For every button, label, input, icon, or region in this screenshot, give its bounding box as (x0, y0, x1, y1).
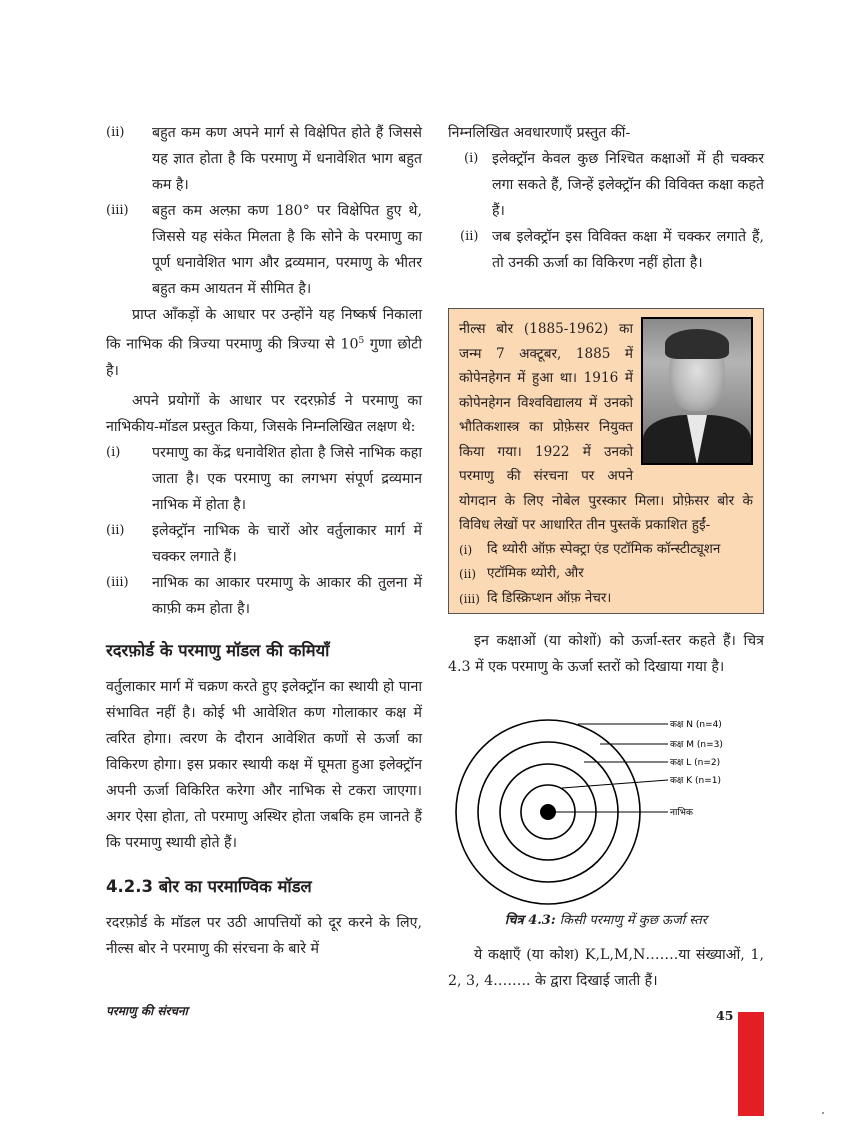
list-number: (ii) (460, 229, 479, 244)
leader-k (562, 780, 668, 788)
paragraph-intro: निम्नलिखित अवधारणाएँ प्रस्तुत कीं- (448, 125, 631, 141)
left-column (106, 120, 422, 962)
biography-box (448, 308, 764, 614)
niels-bohr-portrait (641, 317, 753, 465)
list-text: इलेक्ट्रॉन नाभिक के चारों ओर वर्तुलाकार मार्ग में चक्कर लगाते हैं। (152, 522, 422, 565)
list-item (448, 224, 764, 276)
paragraph-text: प्राप्त आँकड़ों के आधार पर उन्होंने यह निष्कर्ष निकाला कि नाभिक की त्रिज्या परमाणु की त्रिज्या से 10 (106, 307, 422, 353)
paragraph-model: अपने प्रयोगों के आधार पर रदरफ़ोर्ड ने परमाणु का नाभिकीय-मॉडल प्रस्तुत किया, जिसके निम्नलिखित लक्षण थे: (106, 392, 422, 435)
label-orbit-n: कक्ष N (n=4) (670, 720, 722, 730)
book-number: (iii) (459, 591, 480, 606)
label-orbit-l: कक्ष L (n=2) (670, 758, 721, 768)
superscript: 5 (358, 336, 365, 346)
list-item (448, 146, 764, 224)
caption-text: किसी परमाणु में कुछ ऊर्जा स्तर (555, 913, 708, 928)
paragraph-bohr-intro: रदरफ़ोर्ड के मॉडल पर उठी आपत्तियों को दूर करने के लिए, नील्स बोर ने परमाणु की संरचना के बारे में (106, 914, 422, 957)
book-item (459, 562, 753, 587)
book-title: दि थ्योरी ऑफ़ स्पेक्ट्रा एंड एटॉमिक कॉन्स्टीट्यूशन (487, 541, 721, 557)
list-number: (iii) (106, 574, 129, 590)
section-heading: रदरफ़ोर्ड के परमाणु मॉडल की कमियाँ (106, 640, 330, 660)
label-orbit-k: कक्ष K (n=1) (670, 776, 721, 786)
page-number: 45 (716, 1008, 734, 1023)
paragraph-shells: ये कक्षाएँ (या कोश) K,L,M,N…….या संख्याओं, 1, 2, 3, 4…….. के द्वारा दिखाई जाती हैं। (448, 947, 764, 989)
list-number: (ii) (106, 125, 125, 140)
list-text: इलेक्ट्रॉन केवल कुछ निश्चित कक्षाओं में ही चक्कर लगा सकते हैं, जिन्हें इलेक्ट्रॉन की विविक्त कक्षा कहते हैं। (492, 151, 764, 219)
list-text: नाभिक का आकार परमाणु के आकार की तुलना में काफ़ी कम होता है। (152, 574, 422, 617)
biography-text: नील्स बोर (1885-1962) का जन्म 7 अक्टूबर, 1885 में कोपेनहेगन में हुआ था। 1916 में कोपेनहेगन विश्वविद्यालय में उनको भौतिकशास्त्र का प्रोफ़ेसर नियुक्त किया गया। 1922 में उनको परमाणु की संरचना पर अपने योगदान के लिए नोबेल पुरस्कार मिला। प्रोफ़ेसर बोर के विविध लेखों पर आधारित तीन पुस्तकें प्रकाशित हुईं- (459, 321, 753, 533)
book-number: (ii) (459, 567, 477, 581)
right-column-middle (448, 628, 764, 680)
red-margin-bar (738, 1012, 764, 1116)
list-text: जब इलेक्ट्रॉन इस विविक्त कक्षा में चक्कर लगाते हैं, तो उनकी ऊर्जा का विकिरण नहीं होता है। (492, 229, 764, 271)
list-item (106, 570, 422, 622)
section-heading: 4.2.3 बोर का परमाण्विक मॉडल (106, 876, 312, 896)
portrait-hair (665, 329, 729, 359)
book-number: (i) (459, 542, 473, 557)
list-item (106, 518, 422, 570)
list-item (106, 198, 422, 302)
list-item (106, 120, 422, 198)
caption-label: चित्र 4.3: (504, 913, 556, 928)
list-text: परमाणु का केंद्र धनावेशित होता है जिसे नाभिक कहा जाता है। एक परमाणु का लगभग संपूर्ण द्रव्यमान नाभिक में होता है। (152, 444, 422, 513)
book-item (459, 538, 753, 563)
paragraph-conclusion (106, 302, 422, 384)
figure-caption (450, 910, 762, 928)
list-item (106, 440, 422, 518)
list-number: (iii) (106, 203, 129, 218)
corner-dot (822, 1112, 824, 1114)
list-number: (i) (464, 151, 479, 166)
list-text: बहुत कम कण अपने मार्ग से विक्षेपित होते हैं जिससे यह ज्ञात होता है कि परमाणु में धनावेशित भाग बहुत कम है। (152, 125, 422, 193)
book-title: दि डिस्क्रिप्शन ऑफ़ नेचर। (487, 590, 612, 606)
book-title: एटॉमिक थ्योरी, और (487, 566, 584, 581)
book-item (459, 587, 753, 612)
label-orbit-m: कक्ष M (n=3) (670, 740, 723, 750)
right-column (448, 120, 764, 276)
list-text: बहुत कम अल्फ़ा कण 180° पर विक्षेपित हुए थे, जिससे यह संकेत मिलता है कि सोने के परमाणु का पूर्ण धनावेशित भाग और द्रव्यमान, परमाणु के भीतर बहुत कम आयतन में सीमित है। (152, 203, 422, 297)
paragraph-drawbacks: वर्तुलाकार मार्ग में चक्रण करते हुए इलेक्ट्रॉन का स्थायी हो पाना संभावित नहीं है। कोई भी आवेशित कण गोलाकार कक्ष में त्वरित होगा। त्वरण के दौरान आवेशित कणों से ऊर्जा का विकिरण होगा। इस प्रकार स्थायी कक्ष में घूमता हुआ इलेक्ट्रॉन अपनी ऊर्जा विकिरित करेगा और नाभिक से टकरा जाएगा। अगर ऐसा होता, तो परमाणु अस्थिर होता जबकि हम जानते हैं कि परमाणु स्थायी होते हैं। (106, 678, 422, 851)
right-column-bottom (448, 942, 764, 994)
paragraph-energy-levels: इन कक्षाओं (या कोशों) को ऊर्जा-स्तर कहते हैं। चित्र 4.3 में एक परमाणु के ऊर्जा स्तरों को दिखाया गया है। (448, 633, 764, 675)
list-number: (ii) (106, 522, 125, 538)
energy-levels-diagram (450, 716, 762, 912)
label-nucleus: नाभिक (670, 808, 693, 818)
paragraph-text: गुणा छोटी है। (106, 336, 422, 379)
list-number: (i) (106, 444, 121, 460)
running-footer: परमाणु की संरचना (106, 1004, 188, 1018)
